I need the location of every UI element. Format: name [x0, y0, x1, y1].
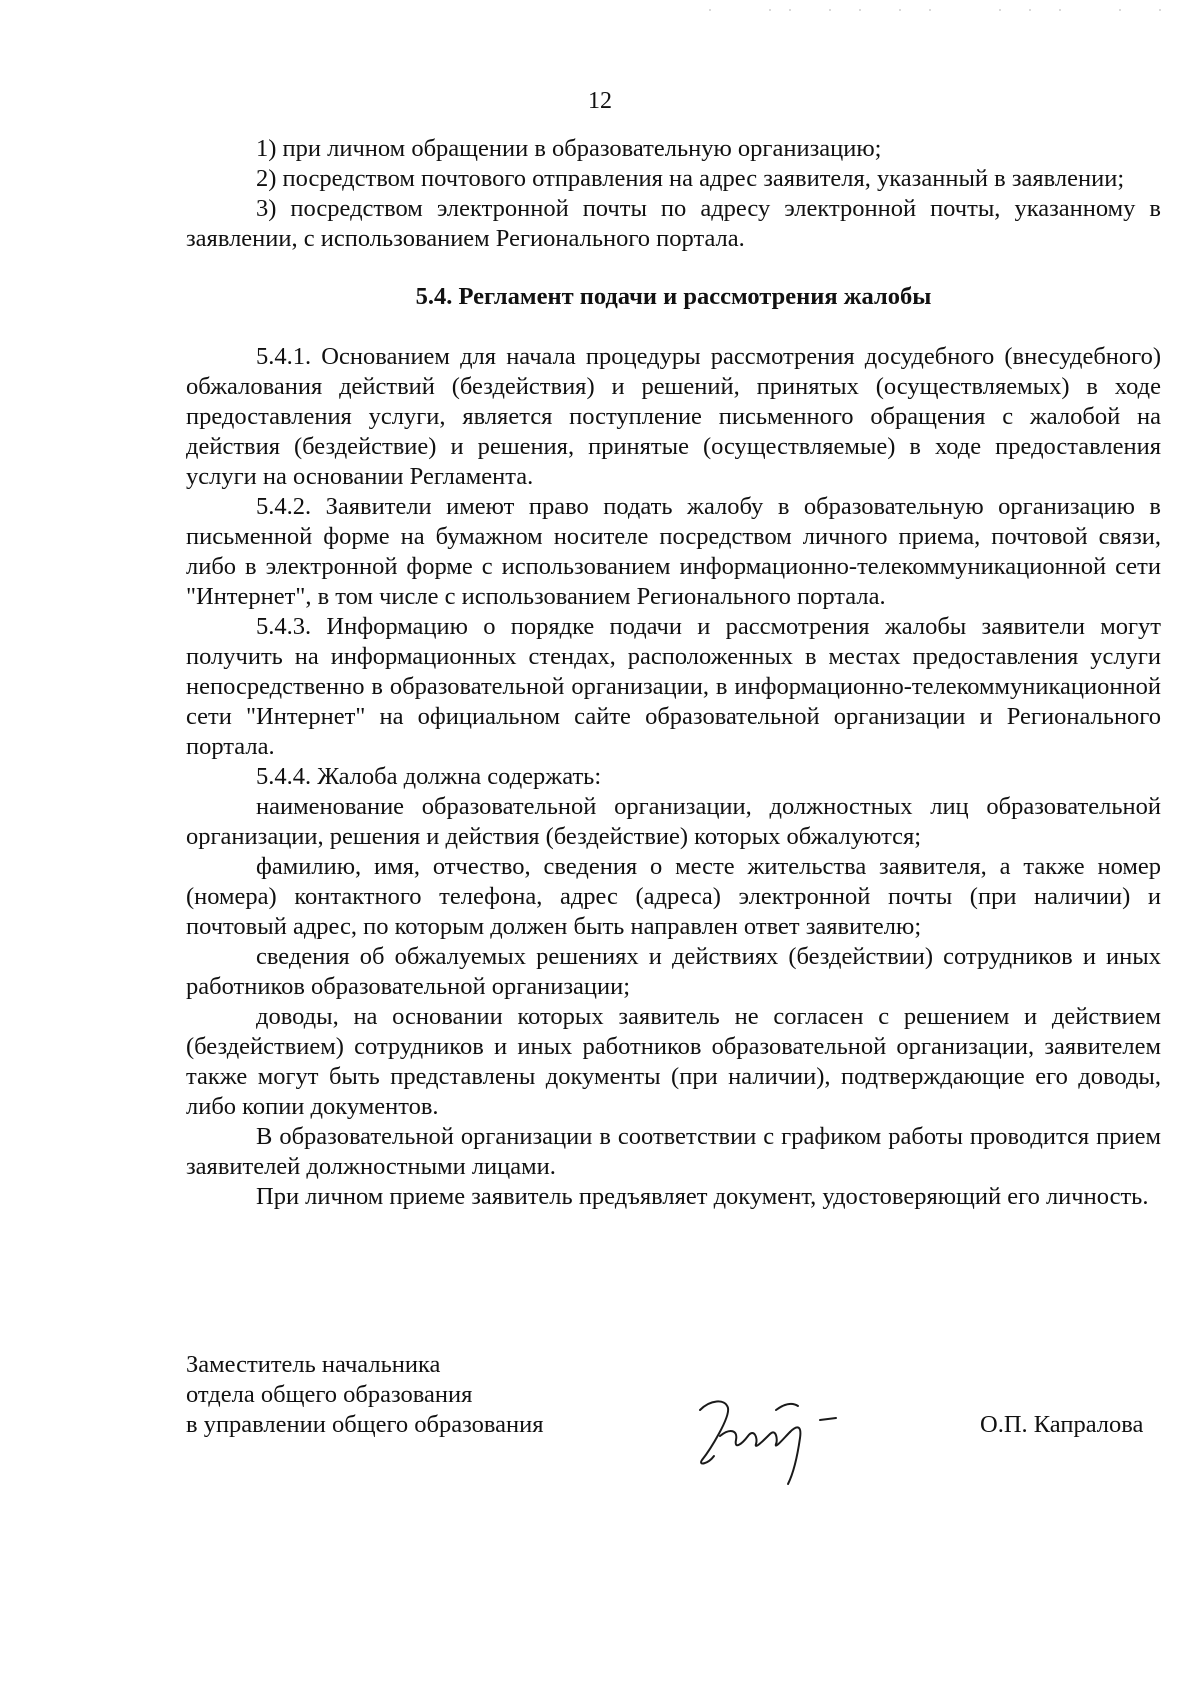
- scan-artifact-dots: [700, 8, 1180, 12]
- position-line-2: отдела общего образования: [186, 1381, 473, 1408]
- signatory-position: [186, 1350, 544, 1440]
- requirement-applicant-details: фамилию, имя, отчество, сведения о месте жительства заявителя, а также номер (номера) контактного телефона, адрес (адреса) электронной почты (при наличии) и почтовый адрес, по которым должен быть направлен ответ заявителю;: [186, 853, 1161, 940]
- requirement-decisions: сведения об обжалуемых решениях и действиях (бездействии) сотрудников и иных работников образовательной организации;: [186, 943, 1161, 1000]
- paragraph-5-4-4: 5.4.4. Жалоба должна содержать:: [256, 763, 602, 790]
- signatory-name: О.П. Капралова: [980, 1411, 1144, 1438]
- position-line-1: Заместитель начальника: [186, 1351, 441, 1378]
- document-body: [186, 134, 1161, 1212]
- page-number: 12: [588, 88, 612, 114]
- list-item-2: 2) посредством почтового отправления на адрес заявителя, указанный в заявлении;: [256, 165, 1125, 192]
- paragraph-5-4-3: 5.4.3. Информацию о порядке подачи и рассмотрения жалобы заявители могут получить на информационных стендах, расположенных в местах предоставления услуги непосредственно в образовательной организации, в информационно-телекоммуникационной сети "Интернет" на официальном сайте образовательной организации и Регионального портала.: [186, 613, 1161, 760]
- paragraph-5-4-1: 5.4.1. Основанием для начала процедуры рассмотрения досудебного (внесудебного) обжалования действий (бездействия) и решений, принятых (осуществляемых) в ходе предоставления услуги, является поступление письменного обращения с жалобой на действия (бездействие) и решения, принятые (осуществляемые) в ходе предоставления услуги на основании Регламента.: [186, 343, 1161, 490]
- paragraph-personal-reception: При личном приеме заявитель предъявляет документ, удостоверяющий его личность.: [256, 1183, 1149, 1210]
- list-item-3: 3) посредством электронной почты по адресу электронной почты, указанному в заявлении, с использованием Регионального портала.: [186, 195, 1161, 252]
- position-line-3: в управлении общего образования: [186, 1411, 544, 1438]
- list-item-1: 1) при личном обращении в образовательную организацию;: [256, 135, 882, 162]
- section-heading: 5.4. Регламент подачи и рассмотрения жалобы: [415, 283, 932, 310]
- requirement-arguments: доводы, на основании которых заявитель не согласен с решением и действием (бездействием) сотрудников и иных работников образовательной организации, заявителем также могут быть представлены документы (при наличии), подтверждающие его доводы, либо копии документов.: [186, 1003, 1161, 1120]
- handwritten-signature: [680, 1380, 860, 1490]
- paragraph-reception-schedule: В образовательной организации в соответствии с графиком работы проводится прием заявителей должностными лицами.: [186, 1123, 1161, 1180]
- requirement-organization: наименование образовательной организации, должностных лиц образовательной организации, решения и действия (бездействие) которых обжалуются;: [186, 793, 1161, 850]
- paragraph-5-4-2: 5.4.2. Заявители имеют право подать жалобу в образовательную организацию в письменной форме на бумажном носителе посредством личного приема, почтовой связи, либо в электронной форме с использованием информационно-телекоммуникационной сети "Интернет", в том числе с использованием Регионального портала.: [186, 493, 1161, 610]
